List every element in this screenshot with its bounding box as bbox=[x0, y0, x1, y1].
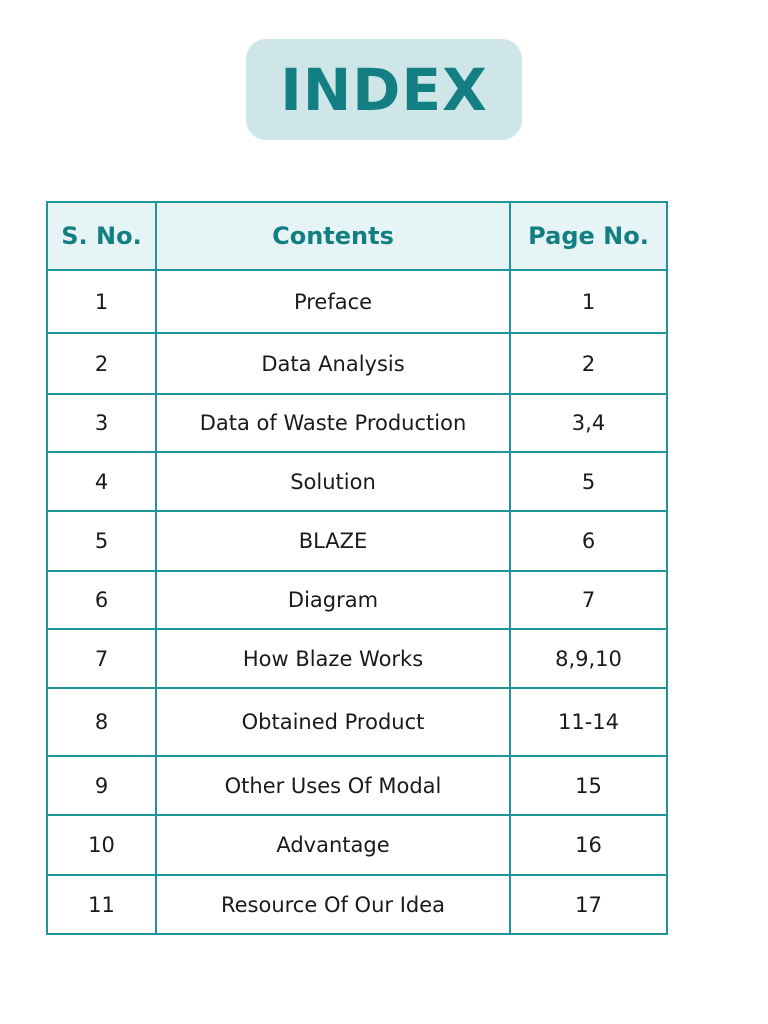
table-row bbox=[47, 629, 667, 688]
table-row bbox=[47, 394, 667, 452]
page-number-cell: 15 bbox=[510, 756, 667, 815]
contents-cell: Data Analysis bbox=[156, 333, 510, 394]
serial-number-cell: 2 bbox=[47, 333, 156, 394]
page-number-cell: 16 bbox=[510, 815, 667, 875]
serial-number-cell: 5 bbox=[47, 511, 156, 571]
serial-number-cell: 8 bbox=[47, 688, 156, 756]
page-title: INDEX bbox=[280, 55, 488, 124]
table-row bbox=[47, 756, 667, 815]
contents-cell: Preface bbox=[156, 270, 510, 333]
table-row bbox=[47, 333, 667, 394]
table-row bbox=[47, 875, 667, 934]
serial-number-cell: 10 bbox=[47, 815, 156, 875]
contents-cell: Data of Waste Production bbox=[156, 394, 510, 452]
contents-cell: How Blaze Works bbox=[156, 629, 510, 688]
table-row bbox=[47, 511, 667, 571]
column-header-serial-number: S. No. bbox=[47, 202, 156, 270]
page-number-cell: 2 bbox=[510, 333, 667, 394]
contents-cell: Diagram bbox=[156, 571, 510, 629]
serial-number-cell: 11 bbox=[47, 875, 156, 934]
page-number-cell: 1 bbox=[510, 270, 667, 333]
serial-number-cell: 3 bbox=[47, 394, 156, 452]
contents-cell: Resource Of Our Idea bbox=[156, 875, 510, 934]
serial-number-cell: 9 bbox=[47, 756, 156, 815]
table-row bbox=[47, 571, 667, 629]
serial-number-cell: 1 bbox=[47, 270, 156, 333]
index-table bbox=[46, 201, 668, 935]
contents-cell: BLAZE bbox=[156, 511, 510, 571]
table-row bbox=[47, 815, 667, 875]
serial-number-cell: 7 bbox=[47, 629, 156, 688]
column-header-contents: Contents bbox=[156, 202, 510, 270]
table-row bbox=[47, 270, 667, 333]
page-number-cell: 6 bbox=[510, 511, 667, 571]
contents-cell: Solution bbox=[156, 452, 510, 511]
page-number-cell: 17 bbox=[510, 875, 667, 934]
contents-cell: Advantage bbox=[156, 815, 510, 875]
contents-cell: Obtained Product bbox=[156, 688, 510, 756]
table-row bbox=[47, 688, 667, 756]
page-number-cell: 8,9,10 bbox=[510, 629, 667, 688]
index-title-badge bbox=[246, 39, 522, 140]
column-header-page-number: Page No. bbox=[510, 202, 667, 270]
table-row bbox=[47, 452, 667, 511]
serial-number-cell: 4 bbox=[47, 452, 156, 511]
page-number-cell: 7 bbox=[510, 571, 667, 629]
page-number-cell: 3,4 bbox=[510, 394, 667, 452]
contents-cell: Other Uses Of Modal bbox=[156, 756, 510, 815]
page-number-cell: 11-14 bbox=[510, 688, 667, 756]
serial-number-cell: 6 bbox=[47, 571, 156, 629]
page-number-cell: 5 bbox=[510, 452, 667, 511]
table-header-row bbox=[47, 202, 667, 270]
